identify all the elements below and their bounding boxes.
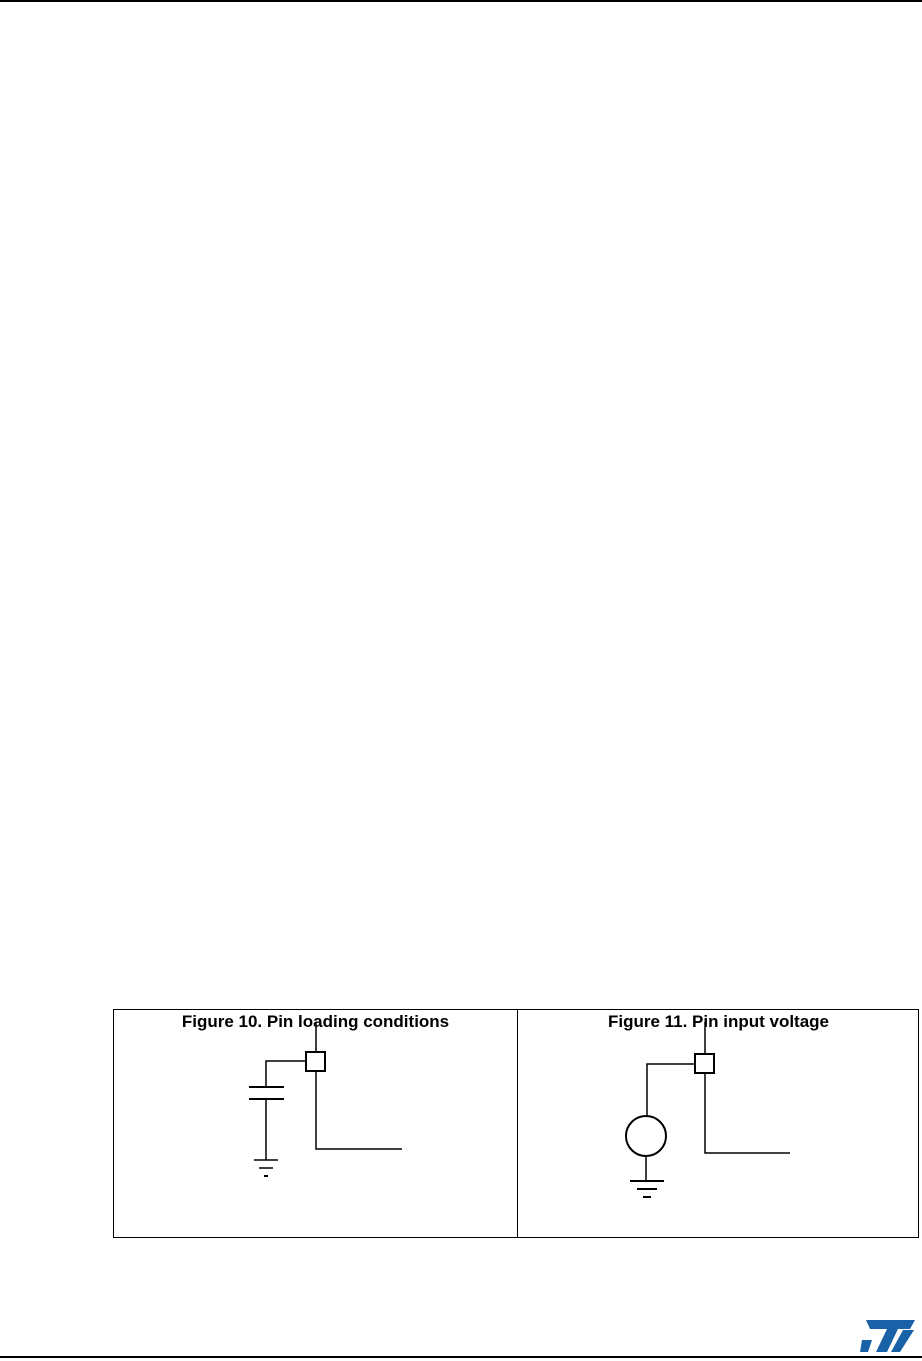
pin-input-voltage-schematic bbox=[518, 1010, 919, 1239]
figure-11 bbox=[518, 1010, 919, 1237]
pin-output-wire bbox=[705, 1073, 790, 1153]
voltage-source bbox=[626, 1116, 666, 1156]
pin-output-wire bbox=[316, 1071, 402, 1149]
header-rule bbox=[0, 0, 922, 2]
figures-table bbox=[113, 1009, 919, 1238]
pin-box bbox=[306, 1052, 325, 1071]
st-logo bbox=[860, 1318, 916, 1354]
footer-rule bbox=[0, 1356, 922, 1358]
figure-10 bbox=[114, 1010, 517, 1237]
capacitor-wire bbox=[266, 1061, 306, 1087]
pin-loading-schematic bbox=[114, 1010, 517, 1239]
source-wire bbox=[647, 1064, 695, 1116]
pin-box bbox=[695, 1054, 714, 1073]
figure-10-title: Figure 10. Pin loading conditions bbox=[181, 1012, 450, 1031]
figure-11-title: Figure 11. Pin input voltage bbox=[607, 1012, 830, 1031]
